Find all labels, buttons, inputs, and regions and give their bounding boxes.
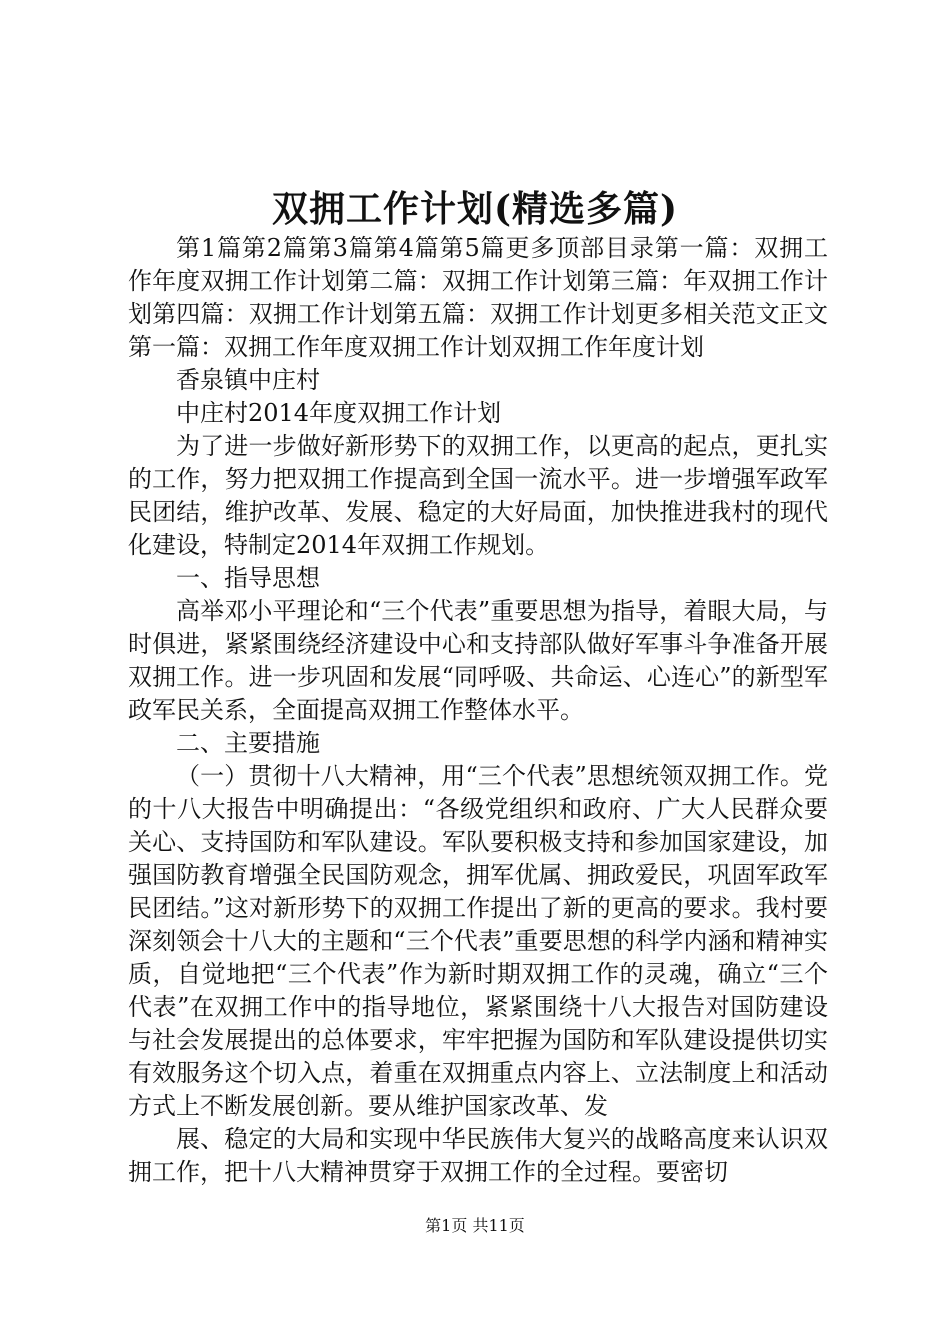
paragraph-plan-title: 中庄村2014年度双拥工作计划 bbox=[176, 399, 502, 427]
paragraph-continuation: 展、稳定的大局和实现中华民族伟大复兴的战略高度来认识双拥工作，把十八大精神贯穿于双拥工作的全过程。要密切 bbox=[128, 1125, 828, 1186]
paragraph-measure-one: （一）贯彻十八大精神，用“三个代表”思想统领双拥工作。党的十八大报告中明确提出：“各级党组织和政府、广大人民群众要关心、支持国防和军队建设。军队要积极支持和参加国家建设，加强国防教育增强全民国防观念，拥军优属、拥政爱民，巩固军政军民团结。”这对新形势下的双拥工作提出了新的更高的要求。我村要深刻领会十八大的主题和“三个代表”重要思想的科学内涵和精神实质，自觉地把“三个代表”作为新时期双拥工作的灵魂，确立“三个代表”在双拥工作中的指导地位，紧紧围绕十八大报告对国防建设与社会发展提出的总体要求，牢牢把握为国防和军队建设提供切实有效服务这个切入点，着重在双拥重点内容上、立法制度上和活动方式上不断发展创新。要从维护国家改革、发 bbox=[128, 762, 828, 1120]
paragraph-toc: 第1篇第2篇第3篇第4篇第5篇更多顶部目录第一篇：双拥工作年度双拥工作计划第二篇：双拥工作计划第三篇：年双拥工作计划第四篇：双拥工作计划第五篇：双拥工作计划更多相关范文正文第一篇：双拥工作年度双拥工作计划双拥工作年度计划 bbox=[128, 234, 828, 361]
paragraph-intro: 为了进一步做好新形势下的双拥工作，以更高的起点，更扎实的工作，努力把双拥工作提高到全国一流水平。进一步增强军政军民团结，维护改革、发展、稳定的大好局面，加快推进我村的现代化建设，特制定2014年双拥工作规划。 bbox=[128, 432, 828, 559]
paragraph-town: 香泉镇中庄村 bbox=[176, 366, 320, 394]
paragraph-guiding-ideology: 高举邓小平理论和“三个代表”重要思想为指导，着眼大局，与时俱进，紧紧围绕经济建设中心和支持部队做好军事斗争准备开展双拥工作。进一步巩固和发展“同呼吸、共命运、心连心”的新型军政军民关系，全面提高双拥工作整体水平。 bbox=[128, 597, 828, 724]
section-heading-guiding-ideology: 一、指导思想 bbox=[176, 564, 320, 592]
section-heading-main-measures: 二、主要措施 bbox=[176, 729, 320, 757]
document-body bbox=[128, 232, 828, 1189]
page-footer: 第1页 共11页 bbox=[425, 1216, 525, 1235]
document-title: 双拥工作计划(精选多篇) bbox=[271, 188, 679, 230]
